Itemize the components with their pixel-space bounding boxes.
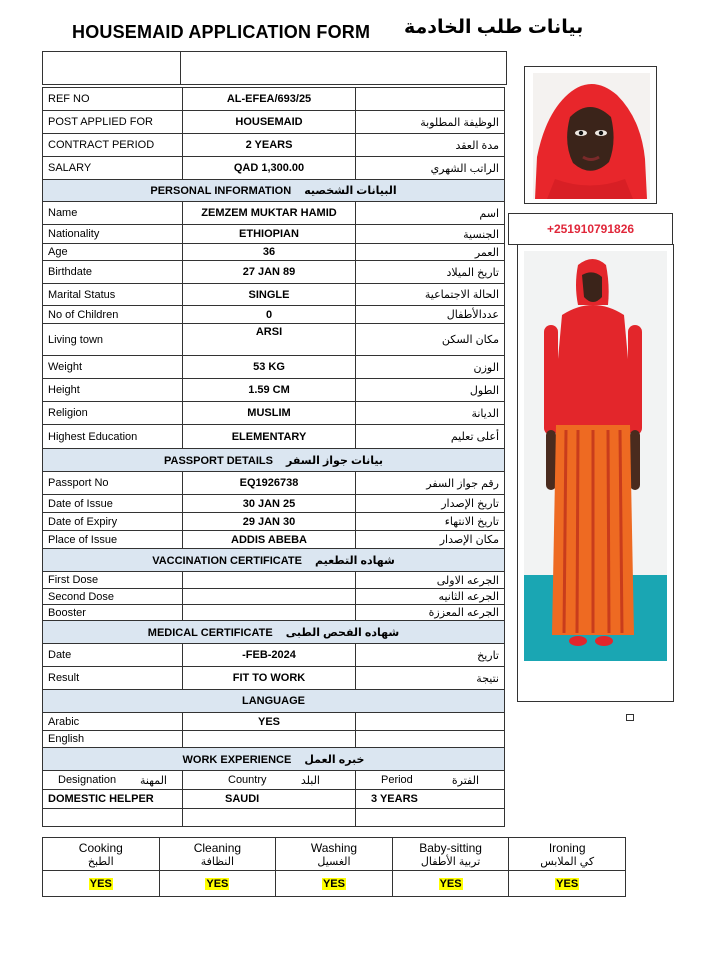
form-title: HOUSEMAID APPLICATION FORM xyxy=(72,22,371,42)
header-empty-box xyxy=(42,51,507,85)
field-value: SINGLE xyxy=(183,284,356,306)
section-header-vaccination xyxy=(43,549,505,572)
field-label-ar: تاريخ الميلاد xyxy=(356,261,505,284)
field-value: MUSLIM xyxy=(183,402,356,425)
salary-value: QAD 1,300.00 xyxy=(183,157,356,180)
field-label-ar: نتيجة xyxy=(356,667,505,690)
period-header xyxy=(356,771,505,790)
work-column-headers xyxy=(43,771,505,790)
contract-label: CONTRACT PERIOD xyxy=(43,134,183,157)
table-row xyxy=(43,495,505,513)
table-row xyxy=(43,731,505,748)
field-value: 53 KG xyxy=(183,356,356,379)
field-value: 36 xyxy=(183,244,356,261)
skill-value: YES xyxy=(439,877,462,890)
passport-heading-ar: بيانات جواز السفر xyxy=(286,454,384,467)
field-label: Religion xyxy=(43,402,183,425)
post-value: HOUSEMAID xyxy=(183,111,356,134)
field-label-ar: الطول xyxy=(356,379,505,402)
salary-label: SALARY xyxy=(43,157,183,180)
field-label-ar: مكان الإصدار xyxy=(356,531,505,549)
table-row xyxy=(43,225,505,244)
table-row xyxy=(43,402,505,425)
salary-label-ar: الراتب الشهري xyxy=(356,157,505,180)
field-value: ARSI xyxy=(183,324,356,356)
table-row xyxy=(43,513,505,531)
empty-cell xyxy=(43,52,181,84)
field-label: Weight xyxy=(43,356,183,379)
field-label-ar: العمر xyxy=(356,244,505,261)
field-value: 29 JAN 30 xyxy=(183,513,356,531)
field-value: ETHIOPIAN xyxy=(183,225,356,244)
skill-label-ar: الغسيل xyxy=(317,855,351,868)
table-row xyxy=(43,379,505,402)
full-body-photo xyxy=(517,244,674,702)
section-heading xyxy=(43,621,505,644)
skill-header-cooking xyxy=(43,838,160,871)
table-row xyxy=(43,713,505,731)
field-value: YES xyxy=(183,713,356,731)
period-value: 3 YEARS xyxy=(356,790,505,809)
table-row xyxy=(43,324,505,356)
period-header-ar: الفترة xyxy=(451,774,479,787)
language-heading-en: LANGUAGE xyxy=(242,695,305,707)
medical-heading-ar: شهاده الفحص الطبى xyxy=(285,626,400,639)
designation-header-en: Designation xyxy=(58,774,117,786)
skill-value: YES xyxy=(322,877,345,890)
skills-table xyxy=(42,837,626,897)
ref-no-label-ar xyxy=(356,88,505,111)
period-header-en: Period xyxy=(381,774,413,786)
table-row xyxy=(43,88,505,111)
field-value: -FEB-2024 xyxy=(183,644,356,667)
personal-heading-en: PERSONAL INFORMATION xyxy=(150,185,292,197)
field-label-ar: الجنسية xyxy=(356,225,505,244)
designation-header xyxy=(43,771,183,790)
field-value xyxy=(183,589,356,605)
field-value: ELEMENTARY xyxy=(183,425,356,449)
table-row xyxy=(43,425,505,449)
field-label: Passport No xyxy=(43,472,183,495)
field-label: Birthdate xyxy=(43,261,183,284)
field-value: 27 JAN 89 xyxy=(183,261,356,284)
field-label: Place of Issue xyxy=(43,531,183,549)
skill-label: Washing xyxy=(310,840,358,855)
table-row xyxy=(43,261,505,284)
skill-header-baby-sitting xyxy=(392,838,509,871)
table-row xyxy=(43,202,505,225)
section-header-work-experience xyxy=(43,748,505,771)
field-label: First Dose xyxy=(43,572,183,589)
country-value: SAUDI xyxy=(183,790,356,809)
section-heading xyxy=(43,690,505,713)
skill-label: Ironing xyxy=(548,840,586,855)
field-label-ar: الجرعه الثانيه xyxy=(356,589,505,605)
field-label: Booster xyxy=(43,605,183,621)
section-heading xyxy=(43,449,505,472)
field-label-ar: الجرعه المعززة xyxy=(356,605,505,621)
field-label: Date xyxy=(43,644,183,667)
table-row xyxy=(43,157,505,180)
portrait-image xyxy=(525,67,656,203)
vaccination-heading-ar: شهاده التطعيم xyxy=(314,554,395,567)
table-row xyxy=(43,356,505,379)
field-label-ar xyxy=(356,713,505,731)
table-row xyxy=(43,284,505,306)
field-label-ar: اسم xyxy=(356,202,505,225)
table-row xyxy=(43,134,505,157)
field-label-ar: أعلى تعليم xyxy=(356,425,505,449)
table-row xyxy=(43,589,505,605)
country-header-en: Country xyxy=(228,774,267,786)
post-label-ar: الوظيفة المطلوبة xyxy=(356,111,505,134)
field-value: EQ1926738 xyxy=(183,472,356,495)
field-label-ar: رقم جواز السفر xyxy=(356,472,505,495)
field-label: Highest Education xyxy=(43,425,183,449)
field-label: Date of Expiry xyxy=(43,513,183,531)
field-value: 0 xyxy=(183,306,356,324)
field-value: ZEMZEM MUKTAR HAMID xyxy=(183,202,356,225)
skill-label-ar: الطبخ xyxy=(87,855,114,868)
contract-label-ar: مدة العقد xyxy=(356,134,505,157)
skill-label: Baby-sitting xyxy=(419,840,482,855)
personal-heading-ar: البيانات الشخصيه xyxy=(304,185,397,197)
empty-cell xyxy=(356,809,505,827)
field-label: Age xyxy=(43,244,183,261)
ref-no-value: AL-EFEA/693/25 xyxy=(183,88,356,111)
skill-value: YES xyxy=(89,877,112,890)
skill-value: YES xyxy=(206,877,229,890)
work-row xyxy=(43,790,505,809)
skill-header-ironing xyxy=(509,838,626,871)
skill-header-washing xyxy=(276,838,393,871)
skills-value-row xyxy=(43,871,626,897)
field-label: Result xyxy=(43,667,183,690)
passport-heading-en: PASSPORT DETAILS xyxy=(163,454,273,467)
table-row xyxy=(43,472,505,495)
section-heading xyxy=(43,748,505,771)
portrait-photo xyxy=(524,66,657,204)
field-label: Arabic xyxy=(43,713,183,731)
table-row xyxy=(43,644,505,667)
table-row xyxy=(43,244,505,261)
field-label-ar: تاريخ الإصدار xyxy=(356,495,505,513)
skill-label-ar: النظافة xyxy=(200,855,235,868)
field-value xyxy=(183,605,356,621)
field-label-ar: مكان السكن xyxy=(356,324,505,356)
contract-value: 2 YEARS xyxy=(183,134,356,157)
section-header-personal xyxy=(43,180,505,202)
field-value: ADDIS ABEBA xyxy=(183,531,356,549)
skill-label-ar: كي الملابس xyxy=(540,855,595,868)
skill-label-ar: تربية الأطفال xyxy=(420,855,481,868)
full-body-image xyxy=(518,245,673,701)
skill-value-cell xyxy=(159,871,276,897)
field-label: English xyxy=(43,731,183,748)
table-row xyxy=(43,667,505,690)
form-title-arabic: بيانات طلب الخادمة xyxy=(404,17,584,38)
field-label-ar: الحالة الاجتماعية xyxy=(356,284,505,306)
section-header-passport xyxy=(43,449,505,472)
designation-value: DOMESTIC HELPER xyxy=(43,790,183,809)
skill-value-cell xyxy=(392,871,509,897)
skill-label: Cleaning xyxy=(193,840,242,855)
phone-number: +251910791826 xyxy=(508,213,673,245)
vaccination-heading-en: VACCINATION CERTIFICATE xyxy=(152,554,302,567)
country-header-ar: البلد xyxy=(300,774,320,787)
section-header-medical xyxy=(43,621,505,644)
skill-value-cell xyxy=(509,871,626,897)
field-label-ar: تاريخ الانتهاء xyxy=(356,513,505,531)
table-row xyxy=(43,531,505,549)
work-heading-en: WORK EXPERIENCE xyxy=(182,753,292,766)
skill-value-cell xyxy=(43,871,160,897)
medical-heading-en: MEDICAL CERTIFICATE xyxy=(147,626,273,639)
field-label: Marital Status xyxy=(43,284,183,306)
table-row xyxy=(43,605,505,621)
section-heading xyxy=(43,180,505,202)
field-label: Date of Issue xyxy=(43,495,183,513)
skill-header-cleaning xyxy=(159,838,276,871)
field-label: Second Dose xyxy=(43,589,183,605)
skills-header-row xyxy=(43,838,626,871)
table-row xyxy=(43,111,505,134)
work-row-empty xyxy=(43,809,505,827)
field-value: 1.59 CM xyxy=(183,379,356,402)
small-square-mark xyxy=(626,714,634,721)
empty-cell xyxy=(183,809,356,827)
field-label-ar: الجرعه الاولى xyxy=(356,572,505,589)
field-label: Name xyxy=(43,202,183,225)
country-header xyxy=(183,771,356,790)
work-heading-ar: خبره العمل xyxy=(304,753,365,766)
field-label: Living town xyxy=(43,324,183,356)
table-row xyxy=(43,306,505,324)
section-heading xyxy=(43,549,505,572)
post-label: POST APPLIED FOR xyxy=(43,111,183,134)
field-label: Nationality xyxy=(43,225,183,244)
field-label-ar: الوزن xyxy=(356,356,505,379)
designation-header-ar: المهنة xyxy=(139,774,167,787)
field-label-ar: الديانة xyxy=(356,402,505,425)
field-label-ar xyxy=(356,731,505,748)
ref-no-label: REF NO xyxy=(43,88,183,111)
field-label: No of Children xyxy=(43,306,183,324)
field-label: Height xyxy=(43,379,183,402)
empty-cell xyxy=(43,809,183,827)
field-value xyxy=(183,731,356,748)
field-label-ar: عددالأطفال xyxy=(356,306,505,324)
skill-value: YES xyxy=(556,877,579,890)
skill-value-cell xyxy=(276,871,393,897)
field-value xyxy=(183,572,356,589)
field-value: 30 JAN 25 xyxy=(183,495,356,513)
field-label-ar: تاريخ xyxy=(356,644,505,667)
skill-label: Cooking xyxy=(78,840,123,855)
table-row xyxy=(43,572,505,589)
application-table xyxy=(42,87,505,827)
field-value: FIT TO WORK xyxy=(183,667,356,690)
section-header-language xyxy=(43,690,505,713)
